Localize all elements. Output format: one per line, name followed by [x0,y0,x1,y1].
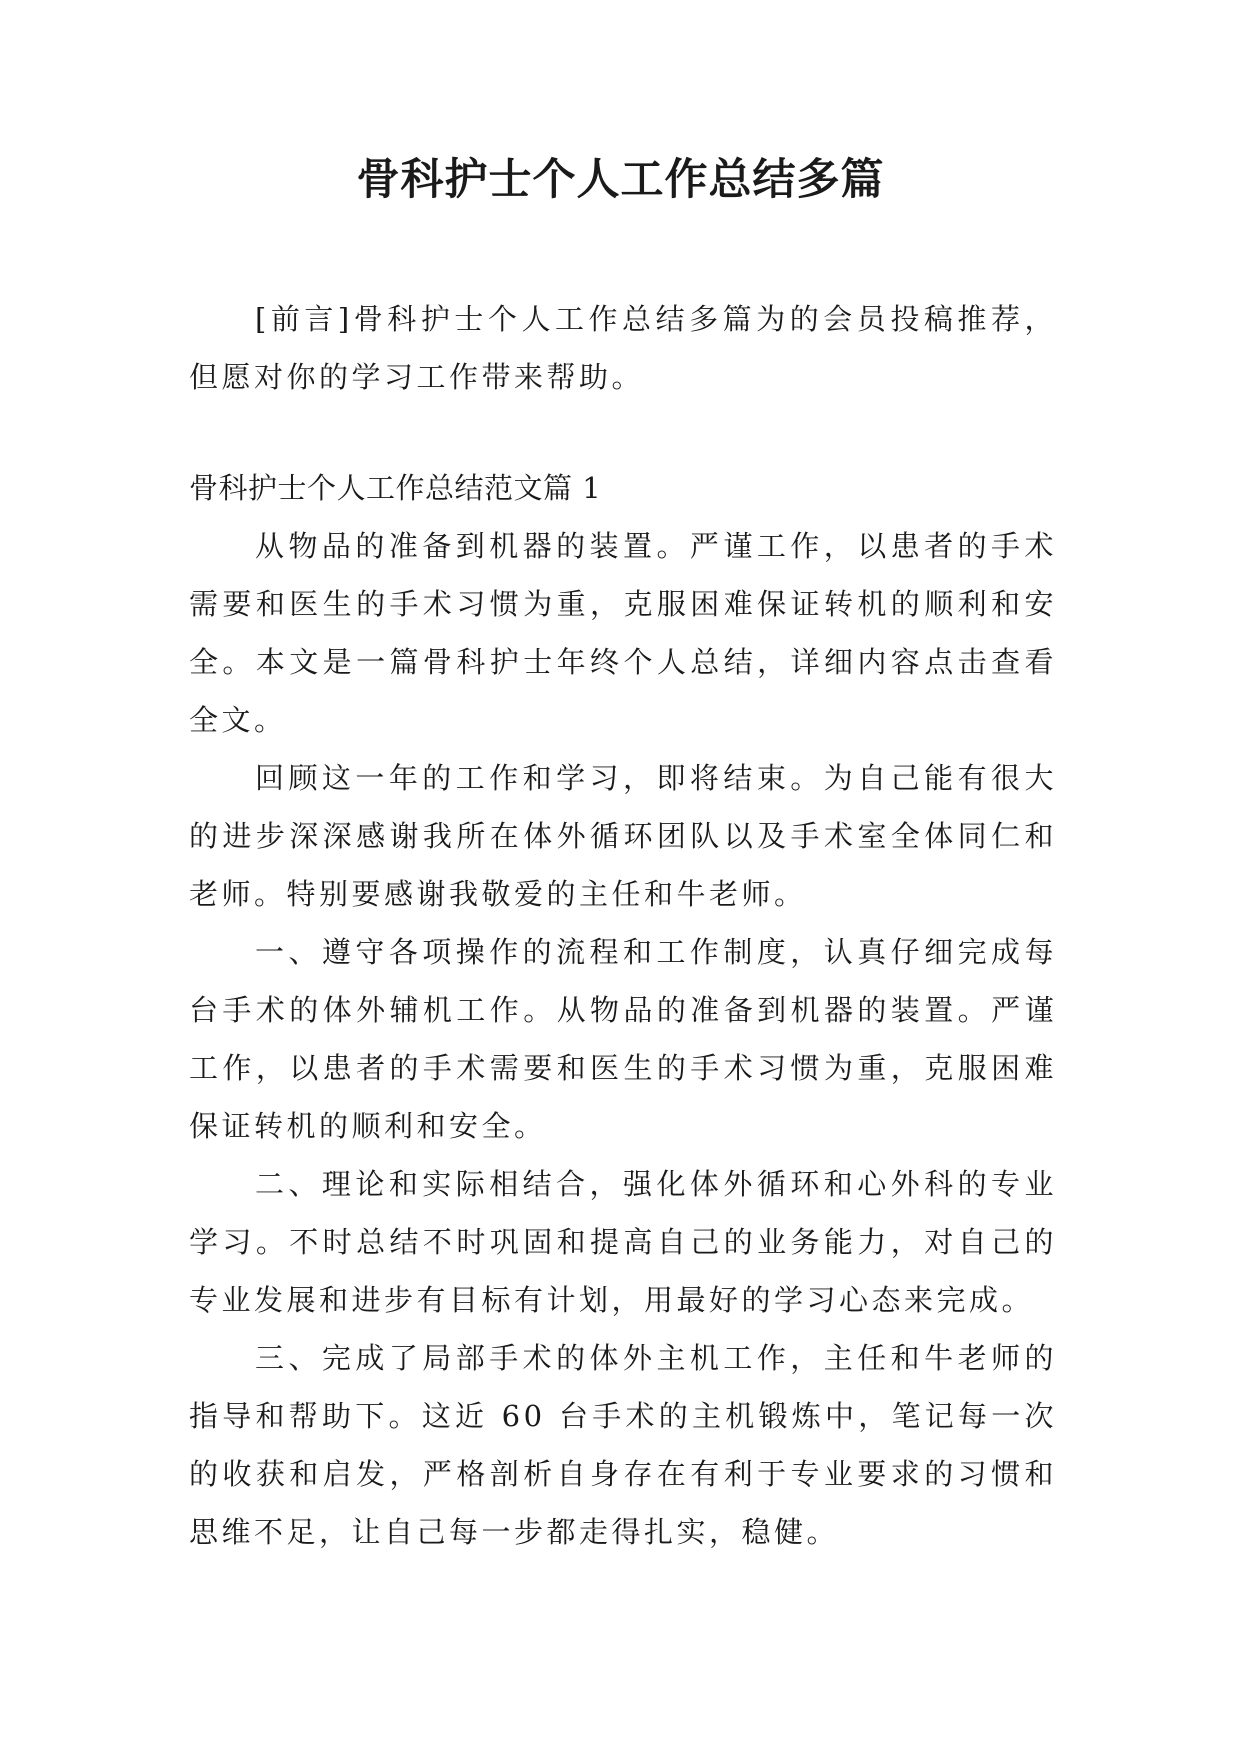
body-paragraph-5: 三、完成了局部手术的体外主机工作，主任和牛老师的指导和帮助下。这近 60 台手术的主机锻炼中，笔记每一次的收获和启发，严格剖析自身存在有利于专业要求的习惯和思维不足，让自己每一步都走得扎实，稳健。 [189,1341,1057,1549]
body-paragraph-4: 二、理论和实际相结合，强化体外循环和心外科的专业学习。不时总结不时巩固和提高自己的业务能力，对自己的专业发展和进步有目标有计划，用最好的学习心态来完成。 [189,1167,1057,1317]
page-title: 骨科护士个人工作总结多篇 [356,155,885,205]
preface-paragraph: [前言]骨科护士个人工作总结多篇为的会员投稿推荐，但愿对你的学习工作带来帮助。 [189,302,1057,394]
body-paragraph-3: 一、遵守各项操作的流程和工作制度，认真仔细完成每台手术的体外辅机工作。从物品的准备到机器的装置。严谨工作，以患者的手术需要和医生的手术习惯为重，克服困难保证转机的顺利和安全。 [189,935,1057,1143]
section-heading: 骨科护士个人工作总结范文篇 1 [189,471,602,505]
document-body [189,290,1057,1561]
body-paragraph-2: 回顾这一年的工作和学习，即将结束。为自己能有很大的进步深深感谢我所在体外循环团队以及手术室全体同仁和老师。特别要感谢我敬爱的主任和牛老师。 [189,761,1057,911]
body-paragraph-1: 从物品的准备到机器的装置。严谨工作，以患者的手术需要和医生的手术习惯为重，克服困难保证转机的顺利和安全。本文是一篇骨科护士年终个人总结，详细内容点击查看全文。 [189,529,1057,737]
